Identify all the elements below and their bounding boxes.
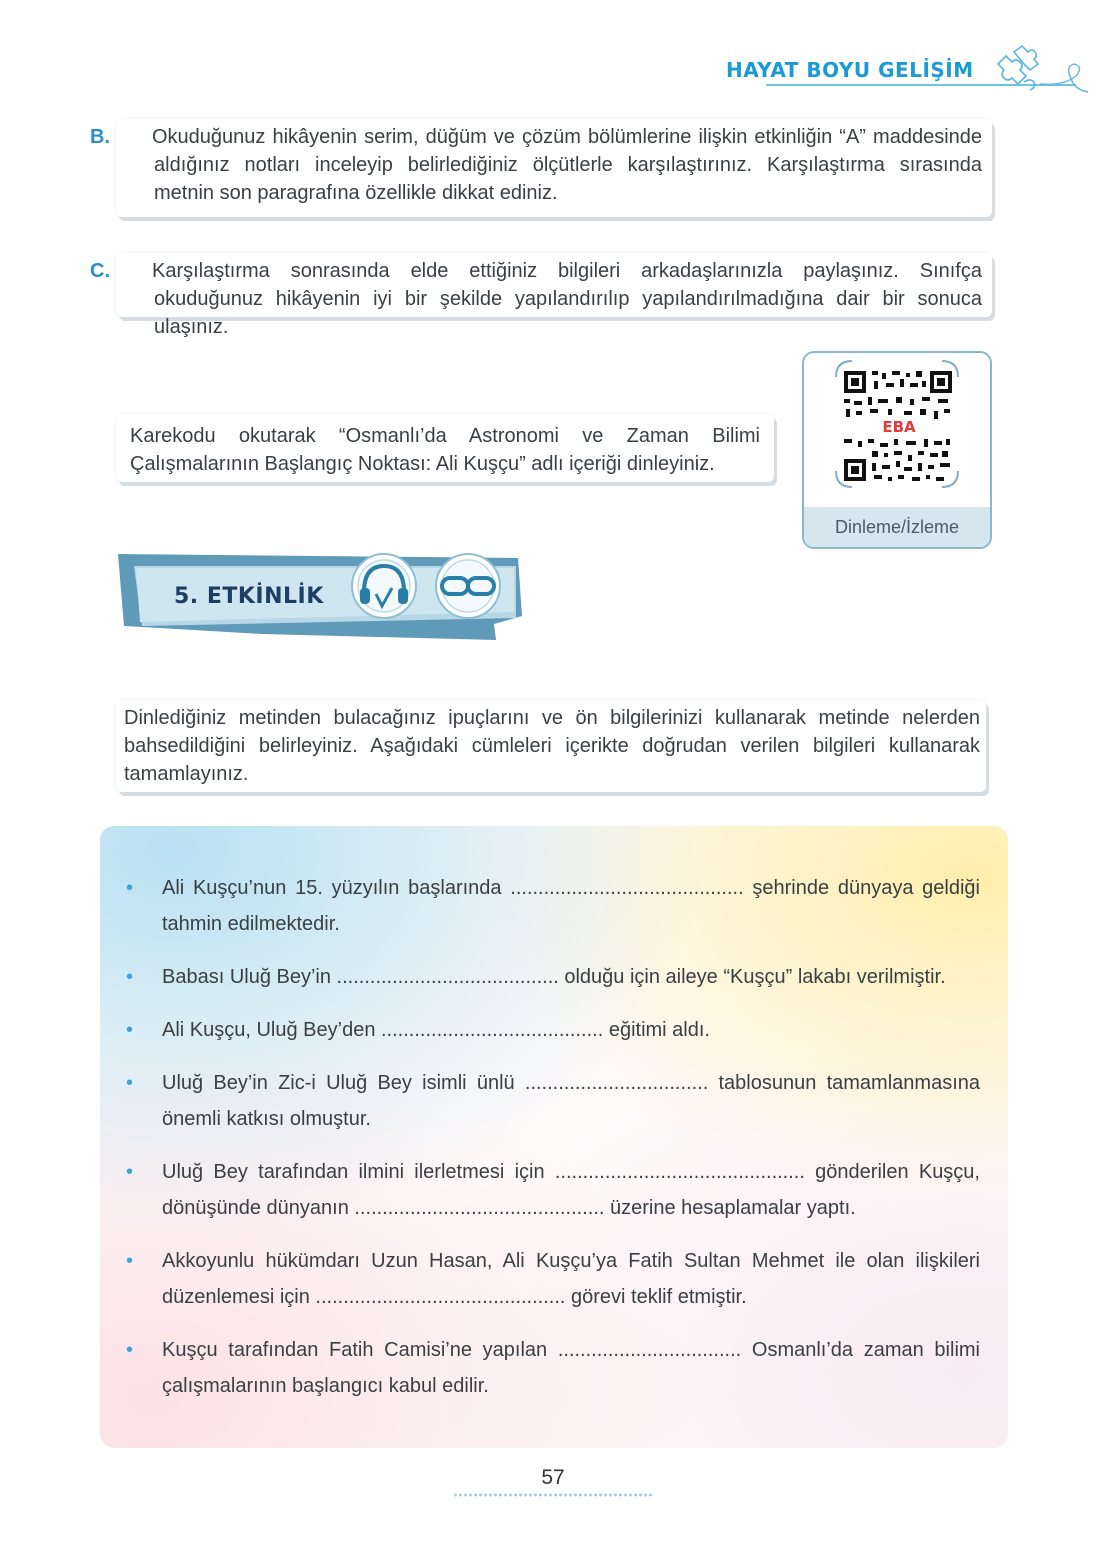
qr-instruction-text: Karekodu okutarak “Osmanlı’da Astronomi ve Zaman Bilimi Çalışmalarının Başlangıç Noktası: Ali Kuşçu” adlı içeriği dinleyiniz. — [130, 425, 760, 475]
section-c-box — [90, 253, 992, 338]
bullet-icon: • — [126, 1019, 134, 1041]
bullet-icon: • — [126, 966, 134, 988]
activity-instruction-box — [116, 700, 986, 792]
headphones-icon — [352, 554, 416, 618]
fill-in-sentence: Uluğ Bey tarafından ilmini ilerletmesi için ............................................. gönderilen Kuşçu, dönüşünde dünyanın ............................................. üzerine hesaplamalar yaptı. — [162, 1161, 980, 1219]
list-item — [126, 1332, 980, 1404]
bullet-icon: • — [126, 1072, 134, 1094]
section-b-letter: B. — [90, 126, 110, 148]
fill-in-sentence: Akkoyunlu hükümdarı Uzun Hasan, Ali Kuşçu’ya Fatih Sultan Mehmet ile olan ilişkileri düzenlemesi için ............................................. görevi teklif etmiştir. — [162, 1250, 980, 1308]
fill-in-sentence: Babası Uluğ Bey’in ........................................ olduğu için aileye “Kuşçu” lakabı verilmiştir. — [162, 966, 946, 988]
running-header-title: HAYAT BOYU GELİŞİM — [726, 58, 974, 82]
section-c-letter: C. — [90, 260, 110, 282]
page-number: 57 — [541, 1466, 565, 1489]
bullet-icon: • — [126, 1339, 134, 1361]
chain-link-icon — [436, 554, 500, 618]
section-b-box — [90, 119, 992, 217]
bullet-icon: • — [126, 1250, 134, 1272]
puzzle-swirl-icon — [984, 42, 1094, 102]
bullet-icon: • — [126, 877, 134, 899]
list-item — [126, 1065, 980, 1137]
fill-in-sentence: Kuşçu tarafından Fatih Camisi’ne yapılan ................................. Osmanlı’da zaman bilimi çalışmalarının başlangıcı kabul edilir. — [162, 1339, 980, 1397]
fill-in-sentence: Ali Kuşçu, Uluğ Bey’den ........................................ eğitimi aldı. — [162, 1019, 710, 1041]
page-number-decoration — [453, 1492, 653, 1498]
qr-code-card[interactable] — [802, 351, 992, 549]
fill-in-list — [126, 870, 980, 1421]
section-b-text: Okuduğunuz hikâyenin serim, düğüm ve çözüm bölümlerine ilişkin etkinliğin “A” maddesinde aldığınız notları inceleyip belirlediğiniz ölçütlerle karşılaştırınız. Karşılaştırma sırasında metnin son paragrafına özellikle dikkat ediniz. — [152, 126, 982, 204]
list-item — [126, 959, 980, 995]
list-item — [126, 1012, 980, 1048]
qr-instruction-box — [116, 414, 774, 482]
qr-code-image[interactable] — [834, 359, 960, 489]
list-item — [126, 870, 980, 942]
eba-badge: EBA — [882, 418, 916, 436]
activity-instruction-text: Dinlediğiniz metinden bulacağınız ipuçlarını ve ön bilgilerinizi kullanarak metinde nelerden bahsedildiğini belirleyiniz. Aşağıdaki cümleleri içerikte doğrudan verilen bilgileri kullanarak tamamlayınız. — [124, 707, 980, 785]
qr-footer-label: Dinleme/İzleme — [804, 507, 990, 547]
section-c-text: Karşılaştırma sonrasında elde ettiğiniz bilgileri arkadaşlarınızla paylaşınız. Sınıfça okuduğunuz hikâyenin iyi bir şekilde yapılandırılıp yapılandırılmadığına dair bir sonuca ulaşınız. — [152, 260, 982, 338]
bullet-icon: • — [126, 1161, 134, 1183]
fill-in-sentence: Ali Kuşçu’nun 15. yüzyılın başlarında .......................................... şehrinde dünyaya geldiği tahmin edilmektedir. — [162, 877, 980, 935]
list-item — [126, 1243, 980, 1315]
list-item — [126, 1154, 980, 1226]
activity-title: 5. ETKİNLİK — [174, 584, 324, 609]
fill-in-sentence: Uluğ Bey’in Zic-i Uluğ Bey isimli ünlü ................................. tablosunun tamamlanmasına önemli katkısı olmuştur. — [162, 1072, 980, 1130]
